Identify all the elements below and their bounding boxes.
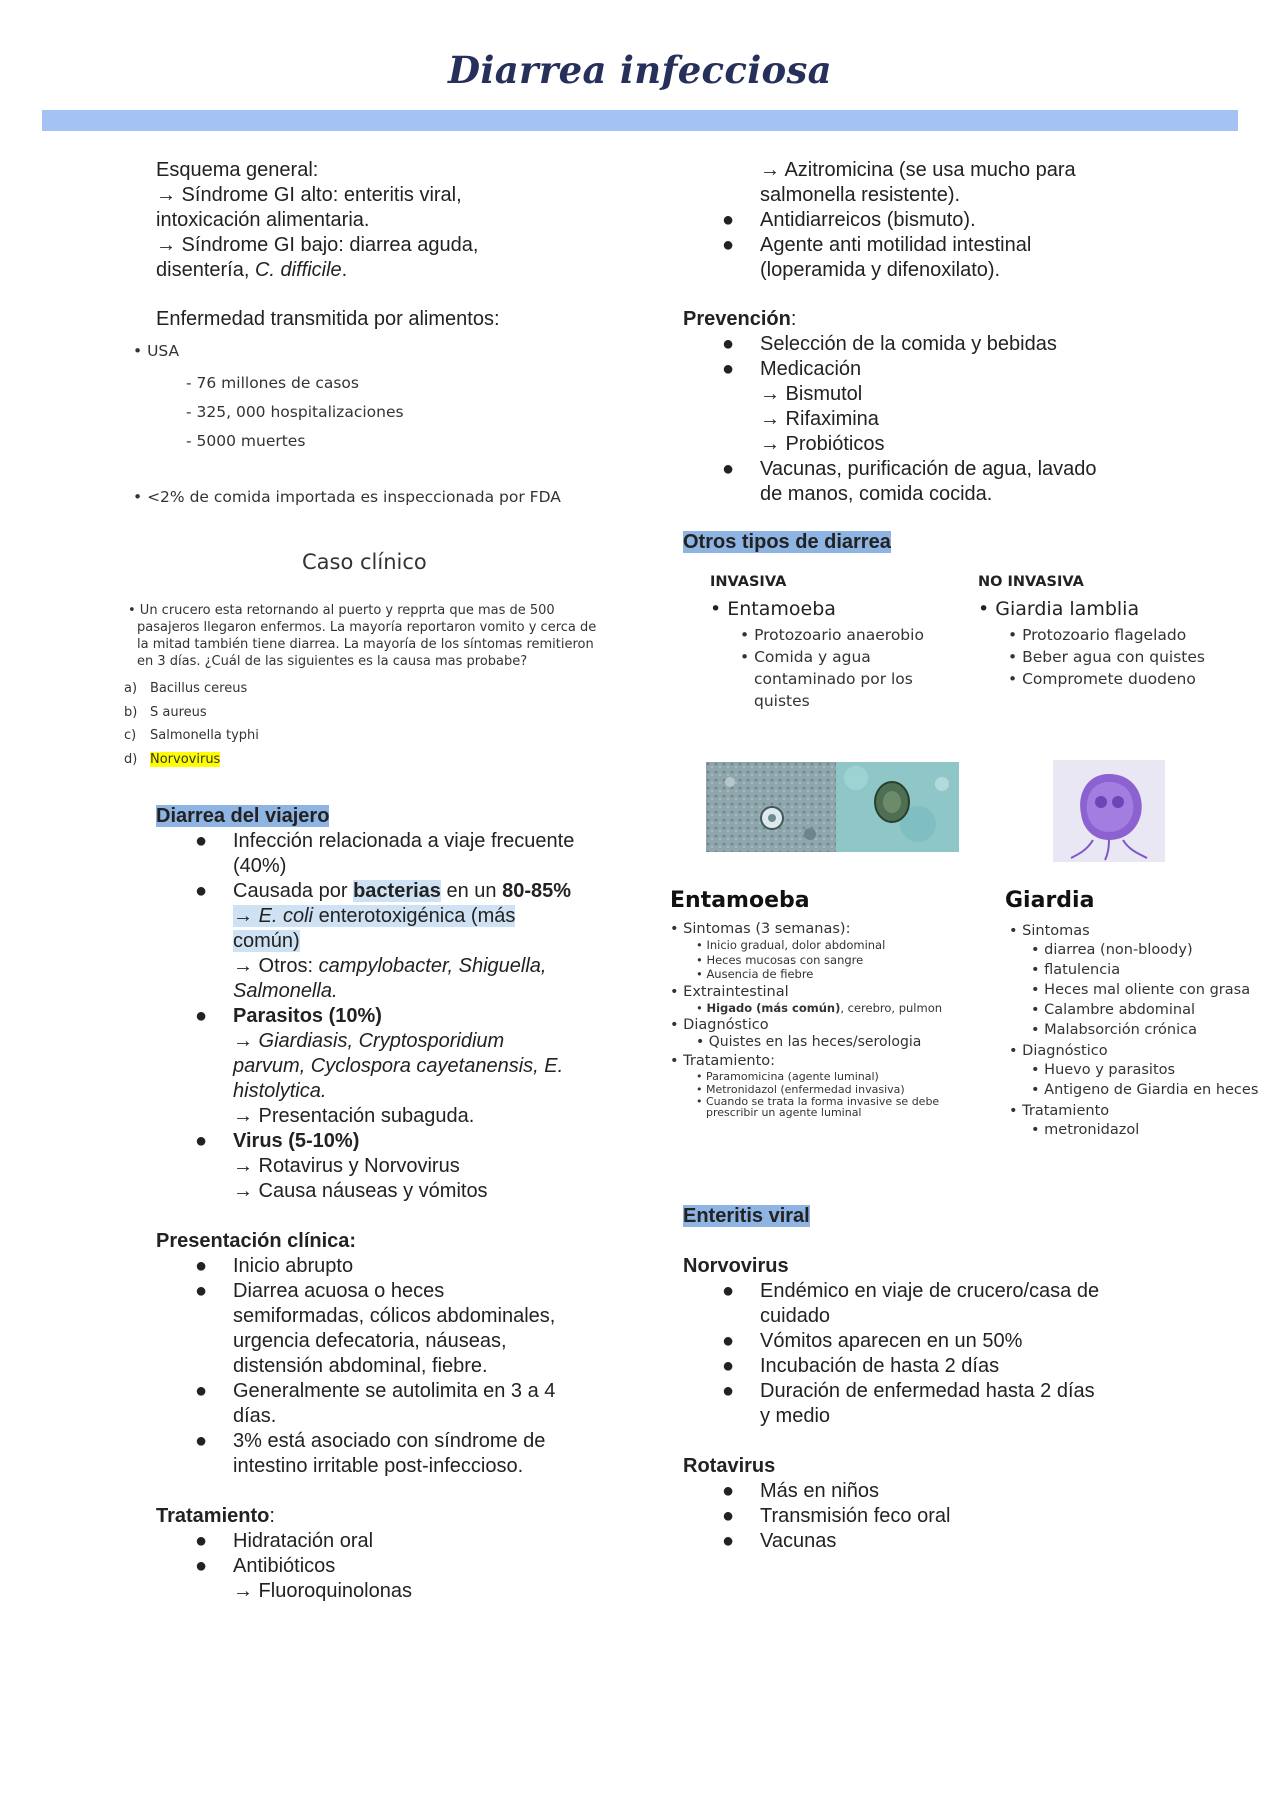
list-item — [233, 1129, 633, 1154]
list-item: Diarrea acuosa o heces — [233, 1280, 445, 1302]
list-item: → Rifaximina — [760, 408, 879, 430]
list-item: Vómitos aparecen en un 50% — [760, 1330, 1023, 1352]
list-item: → Rotavirus y Norvovirus — [233, 1155, 460, 1177]
presentacion-list: ● Inicio abrupto ● Diarrea acuosa o heces semiformadas, cólicos abdominales, urgencia defecatoria, náuseas, distensión abdominal, fiebre. ● Generalmente se autolimita en 3 a 4 días. ● 3% está asociado con síndrome de intestino irritable post-infeccioso. — [233, 1254, 633, 1479]
bold-text: Otros tipos de diarrea — [683, 531, 891, 553]
list-item: Incubación de hasta 2 días — [760, 1355, 1000, 1377]
card-subitem: • Huevo y parasitos — [1031, 1062, 1176, 1078]
list-item: Antidiarreicos (bismuto). — [760, 209, 976, 231]
option-text: S aureus — [150, 704, 207, 720]
caso-option — [124, 677, 259, 701]
list-item — [233, 929, 633, 954]
list-item: Agente anti motilidad intestinal — [760, 234, 1032, 256]
viajero-section — [156, 804, 329, 829]
card-subitem: • Quistes en las heces/serologia — [696, 1034, 922, 1050]
esquema-line: → Síndrome GI alto: enteritis viral, — [156, 184, 462, 206]
card-subitem: • Calambre abdominal — [1031, 1002, 1196, 1018]
card-item: • Tratamiento: — [670, 1053, 776, 1069]
card-subitem: • Ausencia de fiebre — [696, 967, 814, 981]
list-item: urgencia defecatoria, náuseas, — [233, 1330, 507, 1352]
italic-text: Salmonella. — [233, 980, 338, 1002]
list-item: → Presentación subaguda. — [233, 1105, 475, 1127]
option-text: Salmonella typhi — [150, 728, 259, 743]
list-item: días. — [233, 1405, 277, 1427]
invasiva-block — [710, 574, 924, 712]
list-item: cuidado — [760, 1305, 831, 1327]
invasiva-item: • Comida y agua — [740, 648, 871, 666]
caso-line: en 3 días. ¿Cuál de las siguientes es la causa mas probabe? — [137, 654, 528, 669]
esquema-section — [156, 158, 616, 283]
rotavirus-list: ● Más en niños ● Transmisión feco oral ● Vacunas — [760, 1479, 1200, 1554]
enteritis-heading — [683, 1204, 810, 1229]
eta-item: - 5000 muertes — [186, 432, 306, 450]
bold-text: Virus (5-10%) — [233, 1130, 360, 1152]
list-item — [233, 904, 633, 929]
entamoeba-card — [670, 888, 970, 1118]
card-item: • Sintomas — [1009, 923, 1090, 939]
option-text-answer: Norvovirus — [150, 751, 221, 767]
noinvasiva-block — [978, 574, 1205, 690]
noinvasiva-main: • Giardia lamblia — [978, 598, 1140, 620]
list-item: semiformadas, cólicos abdominales, — [233, 1305, 556, 1327]
list-item: salmonella resistente). — [760, 184, 961, 206]
card-subitem: • Antigeno de Giardia en heces — [1031, 1082, 1259, 1098]
option-letter: d) — [124, 751, 138, 767]
esquema-line: → Síndrome GI bajo: diarrea aguda, — [156, 234, 479, 256]
card-subitem: • Paramomicina (agente luminal) — [696, 1070, 879, 1083]
card-subitem: • Heces mucosas con sangre — [696, 952, 864, 967]
card-subitem: • flatulencia — [1031, 962, 1121, 978]
tratamiento-heading — [156, 1504, 275, 1529]
card-subitem: prescribir un agente luminal — [706, 1106, 862, 1119]
list-item: Antibióticos — [233, 1555, 336, 1577]
header-band — [42, 110, 1238, 131]
list-item: 3% está asociado con síndrome de — [233, 1430, 546, 1452]
otros-heading — [683, 530, 891, 555]
italic-text: campylobacter, Shiguella, — [318, 955, 547, 977]
text: : — [790, 308, 797, 330]
caso-line: la mitad también tiene diarrea. La mayoría de los síntomas remitieron — [137, 637, 594, 652]
list-item: Vacunas — [760, 1530, 837, 1552]
text: común) — [233, 930, 300, 952]
list-item: → Probióticos — [760, 433, 885, 455]
bold-text: Enteritis viral — [683, 1205, 810, 1227]
bold-text: Higado (más común) — [706, 1000, 841, 1015]
giardia-title: Giardia — [1005, 888, 1095, 913]
azitro-section: → Azitromicina (se usa mucho para salmonella resistente). ● Antidiarreicos (bismuto). ● Agente anti motilidad intestinal (loperamida y difenoxilato). — [760, 158, 1200, 283]
text: : — [269, 1505, 275, 1527]
list-item: Duración de enfermedad hasta 2 días — [760, 1380, 1095, 1402]
card-item: • Tratamiento — [1009, 1103, 1110, 1119]
card-subitem: • diarrea (non-bloody) — [1031, 942, 1193, 958]
bold-text: Presentación clínica: — [156, 1230, 357, 1252]
bold-text: Rotavirus — [683, 1455, 776, 1477]
esquema-line — [156, 258, 616, 283]
list-item: Más en niños — [760, 1480, 879, 1502]
invasiva-label: INVASIVA — [710, 574, 787, 590]
text: en un — [440, 880, 503, 902]
list-item — [233, 879, 633, 904]
invasiva-item: • Protozoario anaerobio — [740, 626, 924, 644]
noinvasiva-item: • Beber agua con quistes — [1008, 648, 1205, 666]
list-item: Endémico en viaje de crucero/casa de — [760, 1280, 1100, 1302]
norvovirus-list: ● Endémico en viaje de crucero/casa de cuidado ● Vómitos aparecen en un 50% ● Incubación de hasta 2 días ● Duración de enfermedad hasta 2 días y medio — [760, 1279, 1200, 1429]
list-item: Transmisión feco oral — [760, 1505, 951, 1527]
list-item: Medicación — [760, 358, 862, 380]
eta-heading: Enfermedad transmitida por alimentos: — [156, 308, 500, 330]
noinvasiva-item: • Protozoario flagelado — [1008, 626, 1187, 644]
list-item: → Azitromicina (se usa mucho para — [760, 159, 1076, 181]
list-item — [233, 954, 633, 979]
list-item: → Causa náuseas y vómitos — [233, 1180, 488, 1202]
list-item: Selección de la comida y bebidas — [760, 333, 1057, 355]
invasiva-item: contaminado por los — [754, 670, 913, 688]
caso-line: pasajeros llegaron enfermos. La mayoría reportaron vomito y cerca de — [137, 620, 597, 635]
list-item: intestino irritable post-infeccioso. — [233, 1455, 524, 1477]
list-item: Infección relacionada a viaje frecuente — [233, 830, 575, 852]
list-item: Inicio abrupto — [233, 1255, 354, 1277]
eta-item: - 325, 000 hospitalizaciones — [186, 403, 404, 421]
presentacion-heading — [156, 1229, 356, 1254]
italic-text: histolytica. — [233, 1080, 327, 1102]
page-title: Diarrea infecciosa — [448, 48, 832, 92]
bold-text: 80-85% — [502, 880, 572, 902]
caso-title: Caso clínico — [302, 550, 427, 574]
list-item — [233, 1004, 633, 1029]
eta-list — [186, 369, 404, 456]
list-item: Generalmente se autolimita en 3 a 4 — [233, 1380, 556, 1402]
eta-usa: • USA — [133, 342, 180, 360]
caso-option — [124, 701, 259, 725]
entamoeba-title: Entamoeba — [670, 888, 810, 913]
bold-text: Tratamiento — [156, 1505, 270, 1527]
list-item: Vacunas, purificación de agua, lavado — [760, 458, 1097, 480]
text: Causada por — [233, 880, 354, 902]
list-item: y medio — [760, 1405, 831, 1427]
giardia-micrograph — [1053, 760, 1165, 862]
noinvasiva-label: NO INVASIVA — [978, 574, 1084, 590]
text: enterotoxigénica (más — [313, 905, 516, 927]
option-letter: a) — [124, 681, 138, 696]
rotavirus-heading — [683, 1454, 775, 1479]
list-item: → Fluoroquinolonas — [233, 1580, 412, 1602]
text: → Otros: — [233, 955, 319, 977]
card-subitem: • Heces mal oliente con grasa — [1031, 982, 1251, 998]
card-subitem: • Cuando se trata la forma invasive se debe — [696, 1095, 940, 1108]
card-item: • Extraintestinal — [670, 983, 789, 1000]
option-letter: b) — [124, 704, 138, 720]
caso-options — [124, 677, 259, 771]
bold-text: bacterias — [353, 880, 441, 902]
card-subitem: • Metronidazol (enfermedad invasiva) — [696, 1083, 905, 1096]
card-subitem: • Inicio gradual, dolor abdominal — [696, 938, 886, 952]
card-subitem: • metronidazol — [1031, 1122, 1140, 1138]
invasiva-item: quistes — [754, 692, 810, 710]
card-item: • Diagnóstico — [1009, 1043, 1108, 1059]
list-item: (loperamida y difenoxilato). — [760, 259, 1001, 281]
list-item: de manos, comida cocida. — [760, 483, 993, 505]
noinvasiva-item: • Compromete duodeno — [1008, 670, 1196, 688]
prevencion-list: ● Selección de la comida y bebidas ● Medicación → Bismutol → Rifaximina → Probióticos ● Vacunas, purificación de agua, lavado de manos, comida cocida. — [760, 332, 1200, 507]
text: , cerebro, pulmon — [840, 1000, 943, 1015]
card-item: • Sintomas (3 semanas): — [670, 921, 851, 937]
caso-option — [124, 724, 259, 748]
bold-text: Parasitos (10%) — [233, 1005, 382, 1027]
viajero-list: ● Infección relacionada a viaje frecuente (40%) ● Causada por bacterias en un 80-85% → E. coli enterotoxigénica (más común) → Otros: campylobacter, Shiguella, Salmonella. ● Parasitos (10%) → Giardiasis, Cryptosporidium parvum, Cyclospora cayetanensis, E. histolytica. → Presentación subaguda. ● Virus (5-10%) → Rotavirus y Norvovirus → Causa náuseas y vómitos — [233, 829, 633, 1204]
entamoeba-micrograph — [706, 762, 959, 852]
list-item: Hidratación oral — [233, 1530, 374, 1552]
caso-line: • Un crucero esta retornando al puerto y repprta que mas de 500 — [128, 603, 555, 618]
tratamiento-list: ● Hidratación oral ● Antibióticos → Fluoroquinolonas — [195, 1530, 412, 1602]
list-item — [233, 1079, 633, 1104]
list-item — [233, 1029, 633, 1054]
eta-item: - 76 millones de casos — [186, 374, 359, 392]
caso-question — [128, 602, 628, 670]
bold-text: Norvovirus — [683, 1255, 789, 1277]
list-item: (40%) — [233, 855, 287, 877]
italic-text: parvum, Cyclospora cayetanensis, E. — [233, 1055, 564, 1077]
esquema-line: intoxicación alimentaria. — [156, 209, 370, 231]
card-item: • Diagnóstico — [670, 1017, 769, 1033]
viajero-heading: Diarrea del viajero — [156, 805, 330, 827]
giardia-card — [1005, 888, 1280, 1140]
invasiva-main: • Entamoeba — [710, 598, 836, 620]
bold-text: Prevención — [683, 308, 791, 330]
esquema-heading: Esquema general: — [156, 159, 319, 181]
text: . — [341, 259, 348, 281]
list-item — [233, 979, 633, 1004]
italic-text: → Giardiasis, Cryptosporidium — [233, 1030, 505, 1052]
prevencion-heading — [683, 307, 796, 332]
eta-fda: • <2% de comida importada es inspeccionada por FDA — [133, 488, 561, 506]
italic-text: C. difficile — [254, 259, 342, 281]
list-item: → Bismutol — [760, 383, 863, 405]
list-item — [233, 1054, 633, 1079]
text: disentería, — [156, 259, 255, 281]
option-text: Bacillus cereus — [150, 681, 248, 696]
card-subitem: • Malabsorción crónica — [1031, 1022, 1197, 1038]
option-letter: c) — [124, 728, 137, 743]
italic-text: E. coli — [258, 905, 314, 927]
text: → — [233, 905, 259, 927]
card-subitem: • Higado (más común), cerebro, pulmon — [696, 1000, 943, 1015]
list-item: distensión abdominal, fiebre. — [233, 1355, 488, 1377]
norvovirus-heading — [683, 1254, 789, 1279]
caso-option — [124, 748, 259, 772]
